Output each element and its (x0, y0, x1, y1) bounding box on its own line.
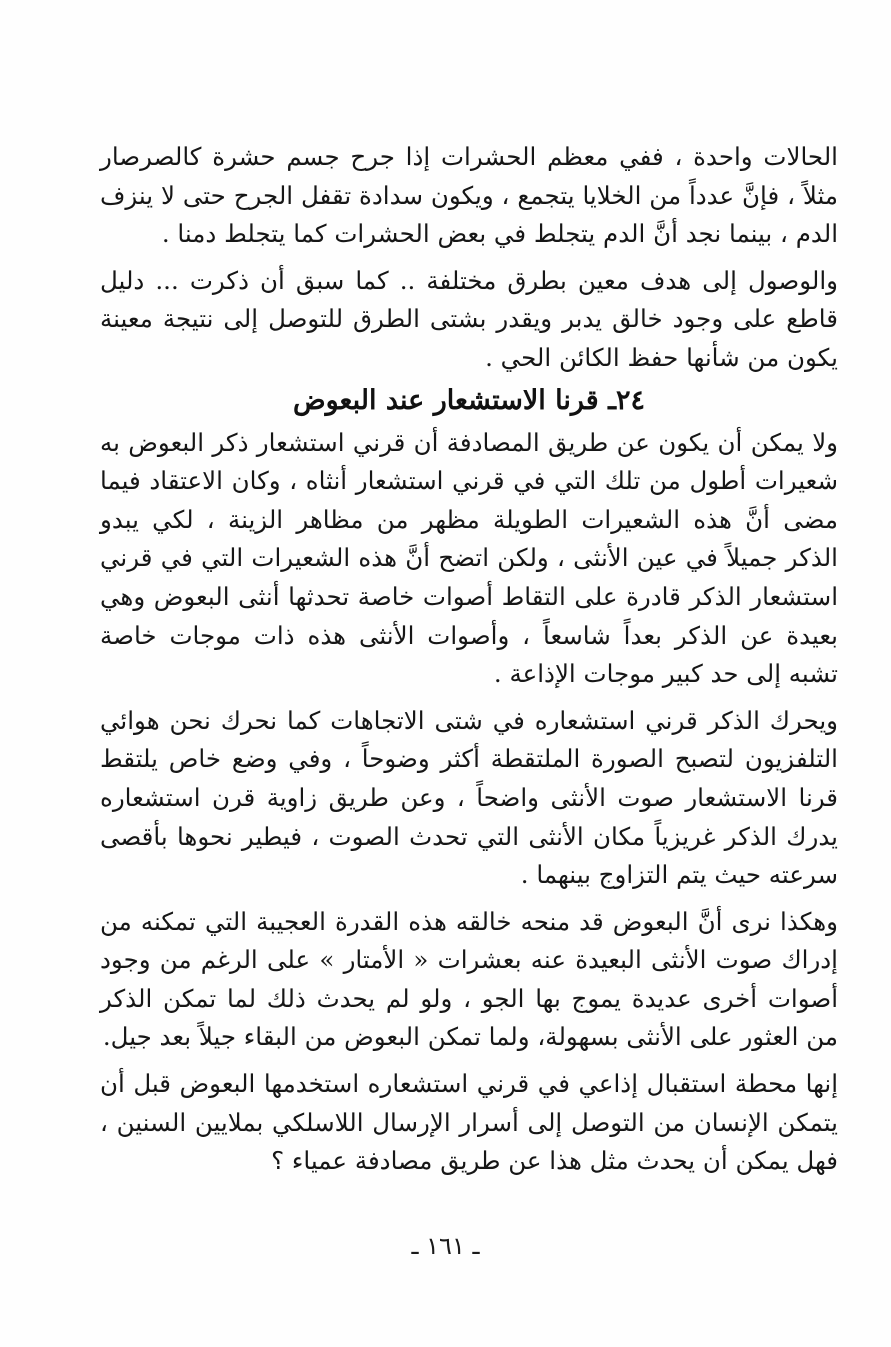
paragraph-antenna-movement: ويحرك الذكر قرني استشعاره في شتى الاتجاهات كما نحرك نحن هوائي التلفزيون لتصبح الصورة الملتقطة أكثر وضوحاً ، وفي وضع خاص يلتقط قرنا الاستشعار صوت الأنثى واضحاً ، وعن طريق زاوية قرن استشعاره يدرك الذكر غريزياً مكان الأنثى التي تحدث الصوت ، فيطير نحوها بأقصى سرعته حيث يتم التزاوج بينهما . (100, 705, 838, 890)
page-body (100, 138, 838, 1181)
paragraph-creator-evidence: والوصول إلى هدف معين بطرق مختلفة .. كما سبق أن ذكرت ... دليل قاطع على وجود خالق يدبر ويقدر بشتى الطرق للتوصل إلى نتيجة معينة يكون من شأنها حفظ الكائن الحي . (100, 265, 838, 372)
section-heading: ٢٤ـ قرنا الاستشعار عند البعوض (292, 384, 646, 416)
paragraph-antenna-hairs: ولا يمكن أن يكون عن طريق المصادفة أن قرني استشعار ذكر البعوض به شعيرات أطول من تلك التي في قرني استشعار أنثاه ، وكان الاعتقاد فيما مضى أنَّ هذه الشعيرات الطويلة مظهر من مظاهر الزينة ، لكي يبدو الذكر جميلاً في عين الأنثى ، ولكن اتضح أنَّ هذه الشعيرات التي في قرني استشعار الذكر قادرة على التقاط أصوات خاصة تحدثها أنثى البعوض وهي بعيدة عن الذكر بعداً شاسعاً ، وأصوات الأنثى هذه ذات موجات خاصة تشبه إلى حد كبير موجات الإذاعة . (100, 427, 838, 689)
paragraph-radio-station: إنها محطة استقبال إذاعي في قرني استشعاره استخدمها البعوض قبل أن يتمكن الإنسان من التوصل إلى أسرار الإرسال اللاسلكي بملايين السنين ، فهل يمكن أن يحدث مثل هذا عن طريق مصادفة عمياء ؟ (100, 1069, 838, 1176)
page-number: ـ ١٦١ ـ (411, 1232, 480, 1260)
paragraph-hearing-ability: وهكذا نرى أنَّ البعوض قد منحه خالقه هذه القدرة العجيبة التي تمكنه من إدراك صوت الأنثى البعيدة عنه بعشرات « الأمتار » على الرغم من وجود أصوات أخرى عديدة يموج بها الجو ، ولو لم يحدث ذلك لما تمكن الذكر من العثور على الأنثى بسهولة، ولما تمكن البعوض من البقاء جيلاً بعد جيل. (100, 906, 838, 1052)
paragraph-insect-clotting: الحالات واحدة ، ففي معظم الحشرات إذا جرح جسم حشرة كالصرصار مثلاً ، فإنَّ عدداً من الخلايا يتجمع ، ويكون سدادة تقفل الجرح حتى لا ينزف الدم ، بينما نجد أنَّ الدم يتجلط في بعض الحشرات كما يتجلط دمنا . (100, 142, 838, 249)
